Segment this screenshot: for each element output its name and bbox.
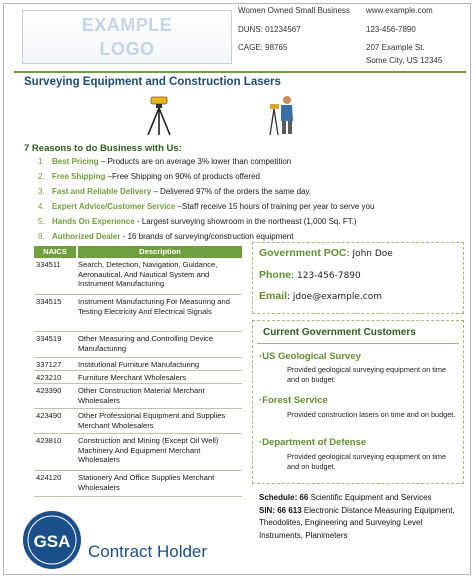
- reason-item: 5. Hands On Experience - Largest surveying showroom in the northeast (1,000 Sq. FT.): [38, 217, 357, 226]
- reasons-heading: 7 Reasons to do Business with Us:: [24, 143, 182, 154]
- sin-line: SIN: 66 613 Electronic Distance Measuring Equipment, Theodolites, Engineering and Surveying Level Instruments, Planimeters: [259, 505, 455, 540]
- poc-name-row: Government POC: John Doe: [259, 247, 393, 259]
- customers-divider: [257, 343, 459, 344]
- surveyor-icon: [268, 94, 298, 136]
- reason-item: 3. Fast and Reliable Delivery – Delivered 97% of the orders the same day.: [38, 187, 312, 196]
- duns-number: DUNS: 01234567: [238, 25, 301, 34]
- schedule-info: [259, 492, 464, 542]
- table-row: 334511 Search, Detection, Navigation, Guidance, Aeronautical, And Nautical System and Instrument Manufacturing: [34, 259, 242, 295]
- company-logo: [22, 10, 232, 64]
- customer-name: ·Forest Service: [259, 395, 328, 406]
- customer-name: ·Department of Defense: [259, 437, 367, 448]
- website: www.example.com: [366, 6, 433, 15]
- page-title: Surveying Equipment and Construction Lasers: [24, 76, 281, 88]
- company-phone: 123-456-7890: [366, 25, 416, 34]
- table-row: 423810 Construction and Mining (Except Oil Well) Machinery And Equipment Merchant Wholesalers: [34, 435, 242, 471]
- cage-code: CAGE: 98765: [238, 43, 288, 52]
- customer-description: Provided geological surveying equipment on time and on budget.: [287, 365, 447, 384]
- reason-item: 4. Expert Advice/Customer Service –Staff receive 15 hours of training per year to serve you: [38, 202, 375, 211]
- customers-box: [252, 320, 464, 484]
- gsa-seal-icon: [22, 510, 82, 570]
- table-row: 423390 Other Construction Material Merchant Wholesalers: [34, 385, 242, 409]
- table-row: 423210 Furniture Merchant Wholesalers: [34, 372, 242, 384]
- reason-item: 6. Authorized Dealer - 16 brands of surveying/construction equipment: [38, 232, 294, 241]
- capability-statement: [3, 3, 471, 575]
- table-row: 337127 Institutional Furniture Manufacturing: [34, 359, 242, 371]
- table-row: 334515 Instrument Manufacturing For Measuring and Testing Electricity And Electrical Signals: [34, 296, 242, 332]
- poc-box: [252, 242, 464, 314]
- poc-email-link[interactable]: : jdoe@example.com: [287, 292, 382, 302]
- address-line-2: Some City, US 12345: [366, 56, 443, 65]
- address-line-1: 207 Example St.: [366, 43, 425, 52]
- naics-column-header: NAICS: [34, 246, 76, 258]
- poc-phone-row: Phone: 123-456-7890: [259, 269, 361, 281]
- reason-item: 2. Free Shipping –Free Shipping on 90% of products offered: [38, 172, 260, 181]
- poc-email-row[interactable]: Email: jdoe@example.com: [259, 290, 382, 302]
- contract-holder-label: Contract Holder: [88, 542, 208, 561]
- table-row: 334519 Other Measuring and Controlling Device Manufacturing: [34, 333, 242, 358]
- reason-item: 1. Best Pricing – Products are on average 3% lower than competition: [38, 157, 292, 166]
- gsa-seal-text: GSA: [33, 532, 71, 551]
- customers-heading: Current Government Customers: [263, 327, 416, 338]
- table-row: 424120 Stationery And Office Supplies Merchant Wholesalers: [34, 472, 242, 497]
- description-column-header: Description: [78, 246, 242, 258]
- logo-line-2: LOGO: [99, 39, 155, 59]
- naics-table: [34, 246, 242, 501]
- customer-description: Provided construction lasers on time and on budget.: [287, 410, 456, 419]
- customer-name: ·US Geological Survey: [259, 351, 361, 362]
- level-tripod-icon: [144, 94, 174, 136]
- customer-description: Provided geological surveying equipment on time and on budget.: [287, 452, 447, 471]
- tagline: Women Owned Small Business: [238, 6, 350, 15]
- schedule-line: Schedule: 66 Scientific Equipment and Services: [259, 493, 432, 502]
- logo-line-1: EXAMPLE: [81, 15, 173, 35]
- header-divider: [14, 71, 466, 73]
- table-row: 423490 Other Professional Equipment and Supplies Merchant Wholesalers: [34, 410, 242, 434]
